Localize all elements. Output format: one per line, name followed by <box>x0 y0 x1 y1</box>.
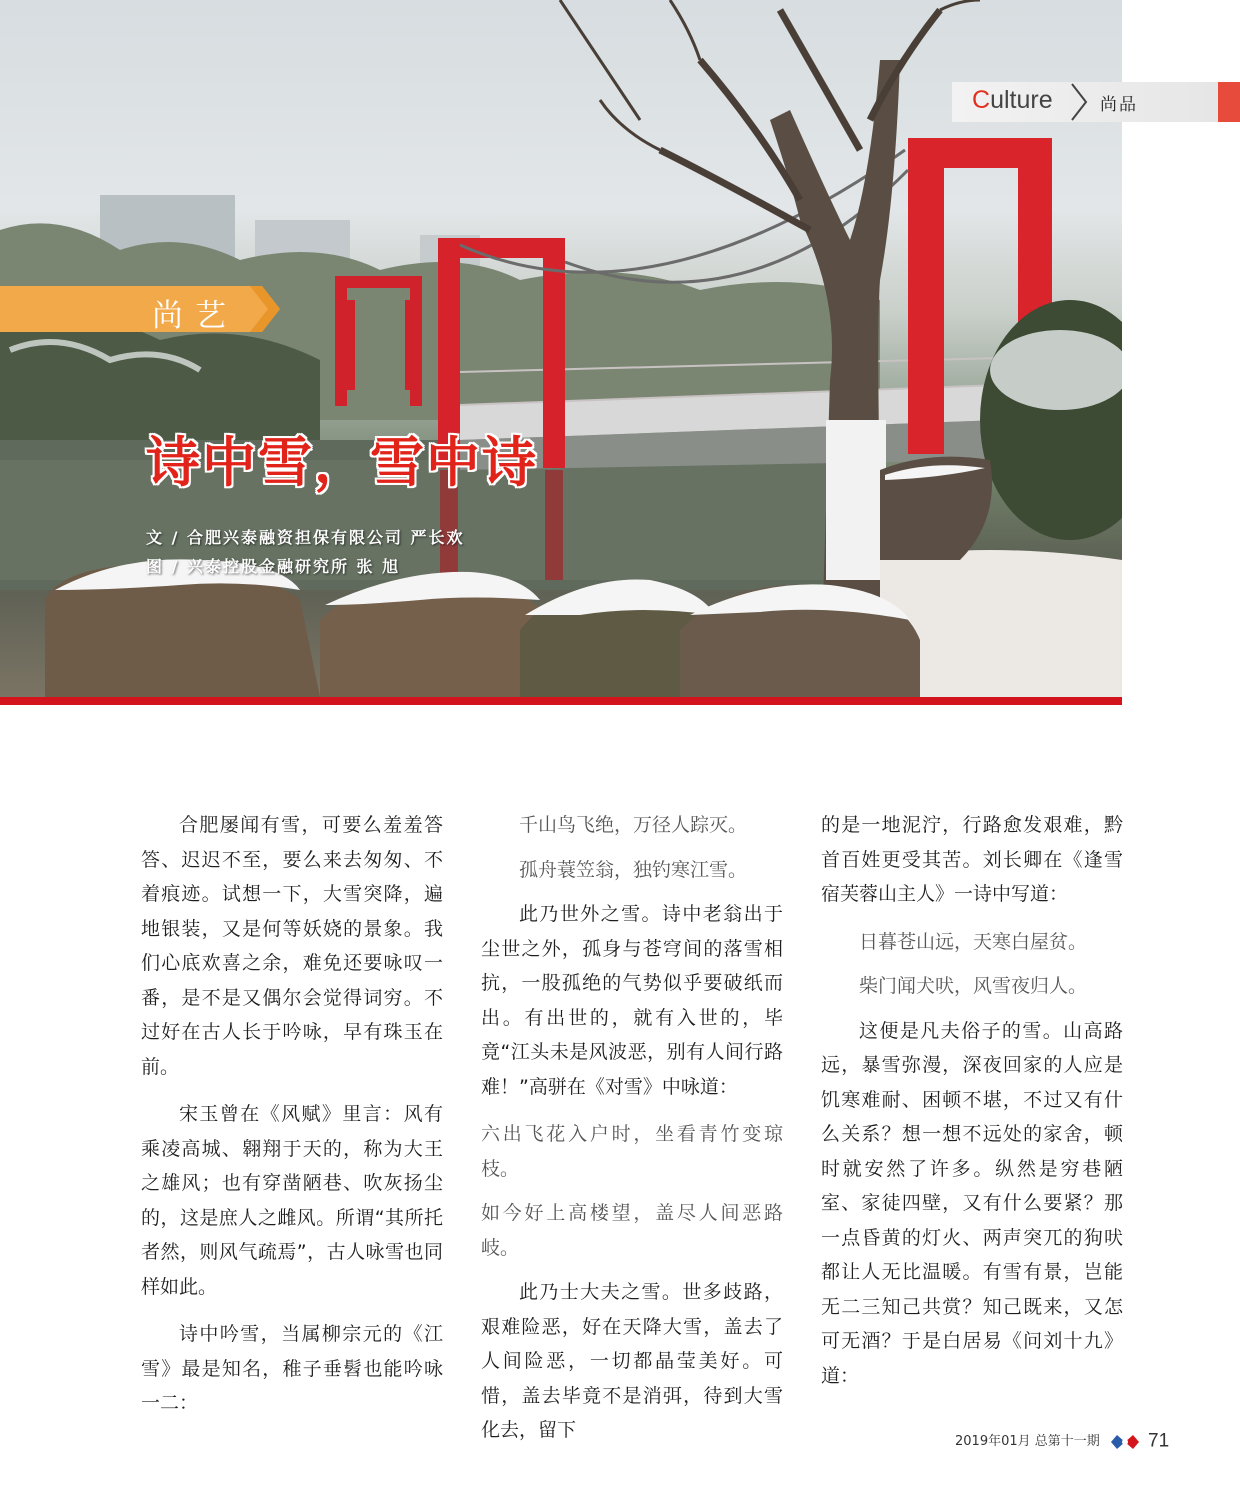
poem-line: 柴门闻犬吠，风雪夜归人。 <box>859 975 1088 997</box>
paragraph: 合肥屡闻有雪，可要么羞羞答答、迟迟不至，要么来去匆匆、不着痕迹。试想一下，大雪突降，遍地银装，又是何等妖娆的景象。我们心底欢喜之余，难免还要咏叹一番，是不是又偶尔会觉得词穷。不过好在古人长于吟咏，早有珠玉在前。 <box>141 814 443 1078</box>
section-title-en <box>972 86 1053 115</box>
poem-line: 日暮苍山远，天寒白屋贫。 <box>859 930 1088 953</box>
magazine-logo-icon <box>1110 1433 1140 1451</box>
poem-line: 孤舟蓑笠翁，独钓寒江雪。 <box>519 858 748 881</box>
section-title-en-initial: C <box>972 86 991 114</box>
paragraph: 此乃士大夫之雪。世多歧路，艰难险恶，好在天降大雪，盖去了人间险恶，一切都晶莹美好。可惜，盖去毕竟不是消弭，待到大雪化去，留下 <box>481 1281 783 1441</box>
paragraph: 诗中吟雪，当属柳宗元的《江雪》最是知名，稚子垂髫也能吟咏一二： <box>141 1323 443 1414</box>
section-title-zh: 尚品 <box>1100 95 1138 115</box>
chevron-right-icon <box>1070 82 1090 122</box>
photo-credit: 图 / 兴泰控股金融研究所 张 旭 <box>146 557 401 576</box>
paragraph: 宋玉曾在《风赋》里言：风有乘凌高城、翱翔于天的，称为大王之雄风；也有穿凿陋巷、吹灰扬尘的，这是庶人之雌风。所谓“其所托者然，则风气疏焉”，古人咏雪也同样如此。 <box>141 1103 443 1298</box>
paragraph: 此乃世外之雪。诗中老翁出于尘世之外，孤身与苍穹间的落雪相抗，一股孤绝的气势似乎要破纸而出。有出世的，就有入世的，毕竟“江头未是风波恶，别有人间行路难！”高骈在《对雪》中咏道： <box>481 903 783 1098</box>
column-tag-label: 尚艺 <box>152 298 238 334</box>
poem-line: 六出飞花入户时，坐看青竹变琼枝。 <box>481 1123 783 1180</box>
paragraph: 的是一地泥泞，行路愈发艰难，黔首百姓更受其苦。刘长卿在《逢雪宿芙蓉山主人》一诗中写道： <box>821 814 1123 905</box>
page-number: 71 <box>1148 1430 1170 1452</box>
column-1 <box>141 808 443 1434</box>
paragraph: 这便是凡夫俗子的雪。山高路远，暴雪弥漫，深夜回家的人应是饥寒难耐、困顿不堪，不过又有什么关系？想一想不远处的家舍，顿时就安然了许多。纵然是穷巷陋室、家徒四壁，又有什么要紧？那一点昏黄的灯火、两声突兀的狗吠都让人无比温暖。有雪有景，岂能无二三知己共赏？知己既来，又怎可无酒？于是白居易《问刘十九》道： <box>821 1019 1123 1387</box>
poem-line: 千山鸟飞绝，万径人踪灭。 <box>519 814 748 836</box>
section-tag-culture <box>952 82 1240 122</box>
column-3 <box>821 808 1123 1406</box>
column-tag-banner <box>0 286 280 332</box>
section-title-en-rest: ulture <box>990 86 1053 114</box>
article-title: 诗中雪，雪中诗 <box>146 430 538 494</box>
issue-info: 2019年01月 总第十一期 <box>955 1434 1100 1449</box>
author-credit: 文 / 合肥兴泰融资担保有限公司 严长欢 <box>146 528 465 547</box>
poem-line: 如今好上高楼望，盖尽人间恶路岐。 <box>481 1202 783 1259</box>
header-red-rule <box>0 697 1122 705</box>
column-2 <box>481 808 783 1461</box>
column-tag <box>0 286 280 332</box>
page-footer <box>955 1430 1169 1453</box>
